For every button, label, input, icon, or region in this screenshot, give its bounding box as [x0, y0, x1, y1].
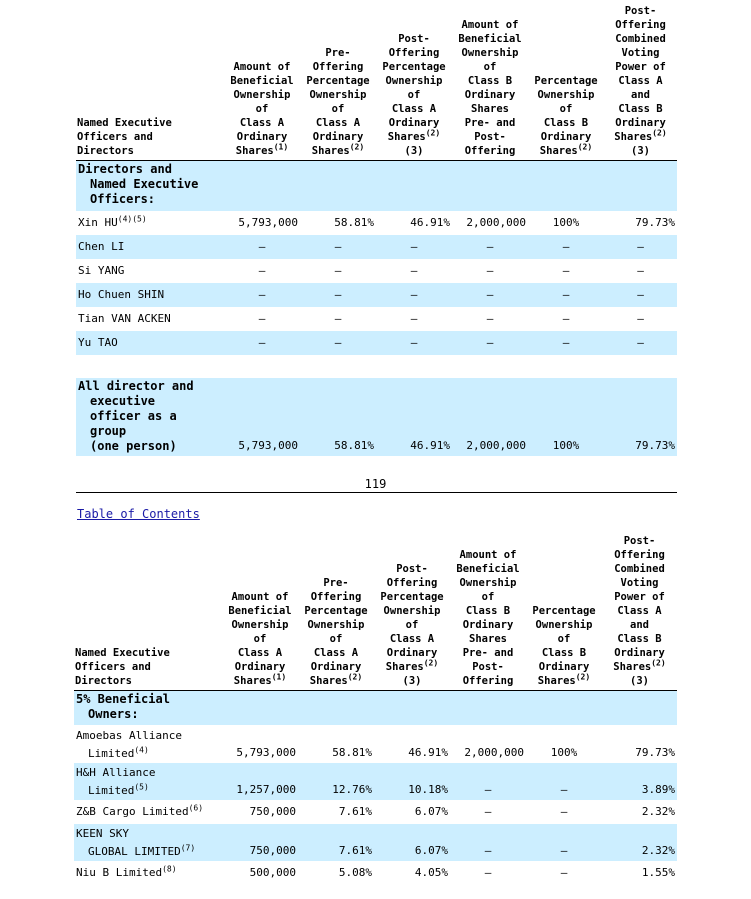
ownership-table-directors	[76, 4, 677, 456]
section-title	[76, 161, 224, 211]
cell-pre-offering-pct: 12.76%	[298, 763, 374, 800]
cell-combined-voting: —	[604, 331, 677, 355]
row-name	[74, 861, 222, 885]
cell-pre-offering-pct: 7.61%	[298, 824, 374, 861]
cell-class-b-pct: —	[562, 312, 570, 325]
header-name: Named Executive Officers and Directors	[74, 534, 222, 691]
cell-pre-offering-pct: —	[300, 283, 376, 307]
total-label-line: All director and	[78, 379, 194, 393]
spacer-row	[76, 355, 677, 378]
cell-combined-voting: —	[637, 264, 644, 277]
row-name: Yu TAO	[76, 331, 224, 355]
table-row	[74, 800, 677, 824]
cell-class-b-amount: —	[452, 283, 528, 307]
footnote-ref: (4)(5)	[117, 214, 147, 224]
header-text: Post- Offering Combined Voting Power of Class A and Class B Ordinary Shares	[614, 5, 666, 143]
header-text: Amount of Beneficial Ownership of Class A Ordinary Shares	[228, 591, 292, 687]
owner-name-cont: GLOBAL LIMITED	[88, 845, 181, 858]
footnote-ref: (1)	[271, 672, 287, 682]
header-class-b-amount: Amount of Beneficial Ownership of Class B Ordinary Shares Pre- and Post- Offering	[452, 4, 528, 161]
cell-class-b-amount: —	[484, 866, 492, 879]
header-combined-voting	[602, 534, 677, 691]
cell-class-b-amount: —	[450, 763, 526, 800]
footnote-ref: (2)	[349, 142, 365, 152]
section-title-line: Owners:	[88, 707, 139, 721]
table-of-contents-link[interactable]: Table of Contents	[77, 507, 200, 521]
table-row	[74, 861, 677, 885]
cell-class-a-amount: —	[258, 264, 266, 277]
cell-post-offering-pct: —	[410, 312, 418, 325]
total-row	[76, 378, 677, 456]
cell-pre-offering-pct: —	[300, 235, 376, 259]
header-text-tail: (3)	[402, 675, 422, 687]
cell-class-a-amount: 750,000	[249, 805, 296, 818]
owner-name: Niu B Limited	[76, 866, 163, 879]
cell-combined-voting: —	[604, 235, 677, 259]
owner-name: Z&B Cargo Limited	[76, 805, 189, 818]
total-label-line: (one person)	[90, 439, 177, 453]
cell-post-offering-pct: 4.05%	[414, 866, 448, 879]
cell-class-b-pct: 100%	[552, 216, 580, 229]
cell-post-offering-pct: 46.91%	[408, 746, 448, 759]
footnote-ref: (2)	[347, 672, 363, 682]
cell-class-b-amount: —	[452, 235, 528, 259]
cell-class-a-amount: 750,000	[222, 824, 298, 861]
header-post-offering-pct	[374, 534, 450, 691]
footnote-ref: (2)	[425, 128, 441, 138]
footnote-ref: (7)	[180, 843, 196, 853]
header-text: Percentage Ownership of Class B Ordinary Shares	[532, 605, 596, 687]
row-name: Tian VAN ACKEN	[78, 312, 171, 325]
header-text-tail: (3)	[404, 145, 424, 157]
cell-class-b-amount: 2,000,000	[452, 378, 528, 456]
cell-class-b-pct: —	[528, 283, 604, 307]
cell-post-offering-pct: —	[376, 283, 452, 307]
cell-combined-voting: 79.73%	[635, 746, 675, 759]
table-row	[76, 211, 677, 235]
cell-pre-offering-pct: 58.81%	[334, 216, 374, 229]
owner-name-cont: Limited	[88, 784, 135, 797]
header-class-b-amount: Amount of Beneficial Ownership of Class B Ordinary Shares Pre- and Post- Offering	[450, 534, 526, 691]
cell-combined-voting: 2.32%	[641, 805, 675, 818]
total-row-label	[76, 378, 224, 456]
section-row	[74, 691, 677, 725]
cell-class-b-pct: 100%	[550, 746, 578, 759]
cell-combined-voting: 1.55%	[641, 866, 675, 879]
cell-post-offering-pct: 46.91%	[410, 216, 450, 229]
cell-class-a-amount: —	[224, 235, 300, 259]
cell-class-a-amount: —	[258, 312, 266, 325]
cell-post-offering-pct: 6.07%	[414, 805, 448, 818]
cell-post-offering-pct: 10.18%	[374, 763, 450, 800]
cell-pre-offering-pct: 7.61%	[338, 805, 372, 818]
header-text: Post- Offering Combined Voting Power of Class A and Class B Ordinary Shares	[613, 535, 665, 673]
section-title-line: Officers:	[90, 192, 156, 206]
header-text-tail: (3)	[630, 675, 649, 687]
total-label-line: executive	[90, 394, 156, 408]
cell-class-b-pct: —	[560, 866, 568, 879]
cell-post-offering-pct: —	[376, 331, 452, 355]
footnote-ref: (2)	[651, 658, 666, 668]
table-row	[76, 235, 677, 259]
cell-combined-voting: 3.89%	[602, 763, 677, 800]
section-title-line: 5% Beneficial	[76, 692, 170, 706]
page-divider	[76, 492, 677, 493]
table-row	[74, 763, 677, 800]
owner-name-cont: Limited	[88, 747, 135, 760]
table-row	[74, 725, 677, 763]
cell-pre-offering-pct: 58.81%	[300, 378, 376, 456]
table-row	[76, 283, 677, 307]
cell-class-b-pct: —	[562, 264, 570, 277]
footnote-ref: (2)	[575, 672, 591, 682]
header-text: Post- Offering Percentage Ownership of Class A Ordinary Shares	[380, 563, 444, 673]
table-header-row	[76, 4, 677, 161]
header-pre-offering-pct	[300, 4, 376, 161]
header-class-a-amount	[224, 4, 300, 161]
footnote-ref: (4)	[134, 745, 149, 755]
row-name: Si YANG	[78, 264, 125, 277]
header-pre-offering-pct	[298, 534, 374, 691]
total-label-line: group	[90, 424, 127, 438]
cell-pre-offering-pct: —	[300, 331, 376, 355]
header-class-b-pct	[528, 4, 604, 161]
cell-class-b-amount: —	[452, 331, 528, 355]
header-text: Percentage Ownership of Class B Ordinary Shares	[534, 75, 598, 157]
cell-class-a-amount: —	[224, 283, 300, 307]
cell-combined-voting: 2.32%	[602, 824, 677, 861]
cell-pre-offering-pct: —	[334, 264, 342, 277]
section-title	[74, 691, 222, 725]
header-post-offering-pct	[376, 4, 452, 161]
cell-pre-offering-pct: —	[334, 312, 342, 325]
footnote-ref: (1)	[273, 142, 289, 152]
cell-combined-voting: —	[604, 283, 677, 307]
table-row	[76, 259, 677, 283]
row-name: Chen LI	[76, 235, 224, 259]
footnote-ref: (6)	[188, 803, 204, 813]
header-text-tail: (3)	[631, 145, 650, 157]
header-name: Named Executive Officers and Directors	[76, 4, 224, 161]
cell-pre-offering-pct: 58.81%	[332, 746, 372, 759]
table-row	[76, 331, 677, 355]
row-name	[74, 800, 222, 824]
total-label-line: officer as a	[90, 409, 177, 423]
table-header-row	[74, 534, 677, 691]
cell-class-a-amount: —	[224, 331, 300, 355]
cell-class-a-amount: 5,793,000	[236, 746, 296, 759]
header-combined-voting	[604, 4, 677, 161]
header-class-b-pct	[526, 534, 602, 691]
section-title-line: Named Executive	[90, 177, 199, 191]
cell-class-a-amount: 500,000	[249, 866, 296, 879]
cell-class-a-amount: 1,257,000	[222, 763, 298, 800]
officer-name: Xin HU	[78, 216, 118, 229]
cell-post-offering-pct: —	[410, 264, 418, 277]
cell-combined-voting: —	[637, 312, 644, 325]
row-name	[76, 211, 224, 235]
cell-post-offering-pct: 46.91%	[376, 378, 452, 456]
header-text: Post- Offering Percentage Ownership of Class A Ordinary Shares	[382, 33, 446, 143]
header-text: Pre- Offering Percentage Ownership of Class A Ordinary Shares	[304, 577, 368, 687]
cell-class-b-amount: —	[486, 312, 494, 325]
cell-pre-offering-pct: 5.08%	[338, 866, 372, 879]
owner-name: KEEN SKY	[76, 827, 129, 840]
cell-class-b-amount: 2,000,000	[466, 216, 526, 229]
cell-class-b-pct: —	[528, 331, 604, 355]
cell-class-a-amount: 5,793,000	[224, 378, 300, 456]
row-name	[74, 824, 222, 861]
cell-class-a-amount: 5,793,000	[238, 216, 298, 229]
cell-class-b-pct: —	[528, 235, 604, 259]
cell-class-b-pct: —	[526, 824, 602, 861]
owner-name: Amoebas Alliance	[76, 729, 182, 742]
cell-class-b-amount: —	[486, 264, 494, 277]
footnote-ref: (2)	[577, 142, 593, 152]
section-title-line: Directors and	[78, 162, 172, 176]
header-text: Amount of Beneficial Ownership of Class A Ordinary Shares	[230, 61, 294, 157]
cell-class-b-amount: 2,000,000	[464, 746, 524, 759]
cell-class-b-pct: —	[526, 763, 602, 800]
cell-combined-voting: 79.73%	[635, 216, 675, 229]
footnote-ref: (2)	[652, 128, 667, 138]
owner-name: H&H Alliance	[76, 766, 156, 779]
ownership-table-beneficial-owners	[74, 534, 677, 885]
row-name	[74, 763, 222, 800]
header-class-a-amount	[222, 534, 298, 691]
cell-class-b-pct: —	[560, 805, 568, 818]
header-text: Pre- Offering Percentage Ownership of Class A Ordinary Shares	[306, 47, 370, 157]
cell-class-b-amount: —	[450, 824, 526, 861]
footnote-ref: (8)	[162, 864, 177, 874]
cell-post-offering-pct: 6.07%	[374, 824, 450, 861]
row-name	[74, 725, 222, 763]
cell-class-b-pct: 100%	[528, 378, 604, 456]
table-row	[74, 824, 677, 861]
row-name: Ho Chuen SHIN	[76, 283, 224, 307]
section-row	[76, 161, 677, 211]
cell-class-b-amount: —	[484, 805, 492, 818]
cell-post-offering-pct: —	[376, 235, 452, 259]
footnote-ref: (2)	[423, 658, 439, 668]
table-row	[76, 307, 677, 331]
cell-combined-voting: 79.73%	[604, 378, 677, 456]
footnote-ref: (5)	[134, 782, 149, 792]
page-number: 119	[364, 477, 387, 491]
